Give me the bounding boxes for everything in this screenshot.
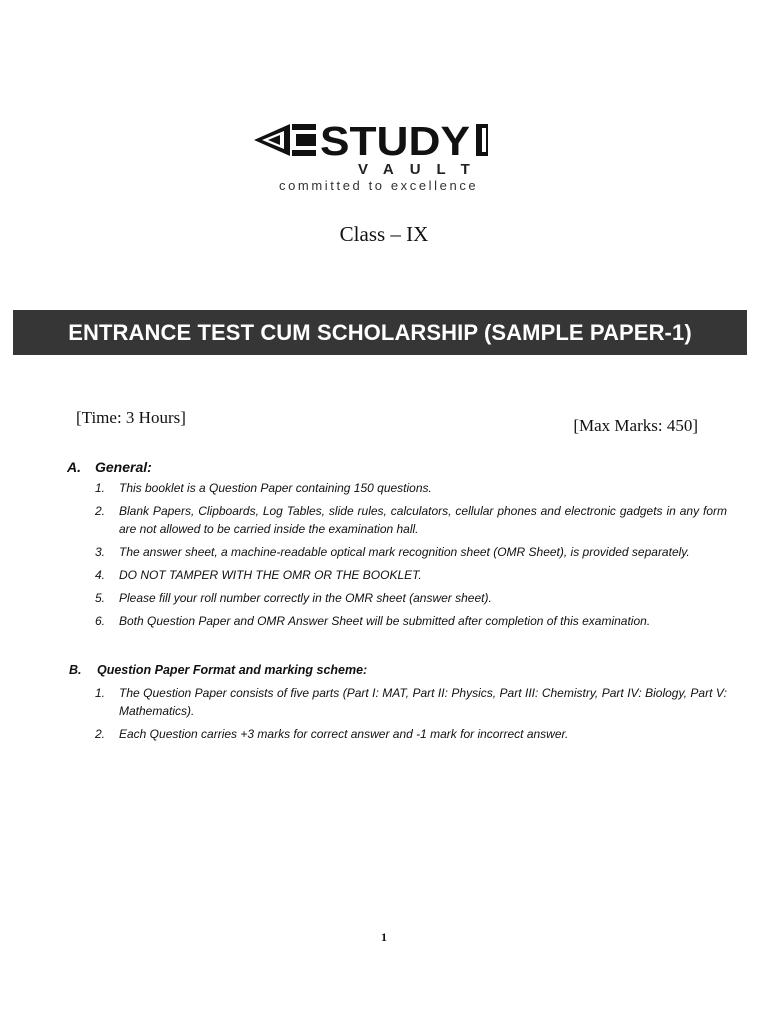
list-item — [95, 479, 727, 497]
section-a-title: General: — [95, 459, 152, 475]
list-item-text: Blank Papers, Clipboards, Log Tables, slide rules, calculators, cellular phones and electronic gadgets in any form are not allowed to be carried inside the examination hall. — [119, 504, 727, 536]
list-item-number: 2. — [95, 727, 106, 741]
list-item — [95, 725, 727, 743]
list-item-number: 4. — [95, 568, 106, 582]
list-item-number: 5. — [95, 591, 106, 605]
list-item — [95, 589, 727, 607]
list-item-number: 2. — [95, 504, 106, 518]
logo-word-study: STUDY — [320, 118, 470, 164]
section-b-heading — [69, 663, 367, 677]
section-b-title: Question Paper Format and marking scheme: — [97, 663, 368, 677]
time-label: [Time: 3 Hours] — [76, 408, 186, 427]
max-marks-label: [Max Marks: 450] — [573, 416, 698, 435]
list-item — [95, 543, 727, 561]
section-a-heading — [67, 459, 152, 475]
list-item-text: Each Question carries +3 marks for correct answer and -1 mark for incorrect answer. — [119, 727, 569, 741]
list-item-number: 6. — [95, 614, 106, 628]
list-item-text: The Question Paper consists of five parts (Part I: MAT, Part II: Physics, Part III: Chemistry, Part IV: Biology, Part V: Mathematics). — [119, 686, 727, 718]
list-item — [95, 502, 727, 538]
page-number: 1 — [381, 930, 387, 944]
logo-word-vault: VAULT — [358, 161, 486, 178]
list-item-text: This booklet is a Question Paper containing 150 questions. — [119, 481, 432, 495]
list-item-text: The answer sheet, a machine-readable optical mark recognition sheet (OMR Sheet), is provided separately. — [119, 545, 690, 559]
class-title: Class – IX — [339, 222, 429, 246]
list-item — [95, 612, 727, 630]
list-item-number: 1. — [95, 481, 106, 495]
list-item — [95, 684, 727, 720]
general-instructions-list — [95, 479, 727, 635]
list-item — [95, 566, 727, 584]
title-banner — [13, 310, 747, 355]
list-item-text: DO NOT TAMPER WITH THE OMR OR THE BOOKLET. — [119, 568, 422, 582]
marking-scheme-list — [95, 684, 727, 748]
section-b-letter: B. — [69, 663, 82, 677]
list-item-number: 3. — [95, 545, 106, 559]
section-a-letter: A. — [67, 459, 81, 475]
list-item-text: Please fill your roll number correctly in the OMR sheet (answer sheet). — [119, 591, 492, 605]
logo-tagline: committed to excellence — [279, 178, 479, 193]
list-item-number: 1. — [95, 686, 106, 700]
banner-title: ENTRANCE TEST CUM SCHOLARSHIP (SAMPLE PAPER-1) — [68, 319, 692, 345]
list-item-text: Both Question Paper and OMR Answer Sheet will be submitted after completion of this examination. — [119, 614, 651, 628]
